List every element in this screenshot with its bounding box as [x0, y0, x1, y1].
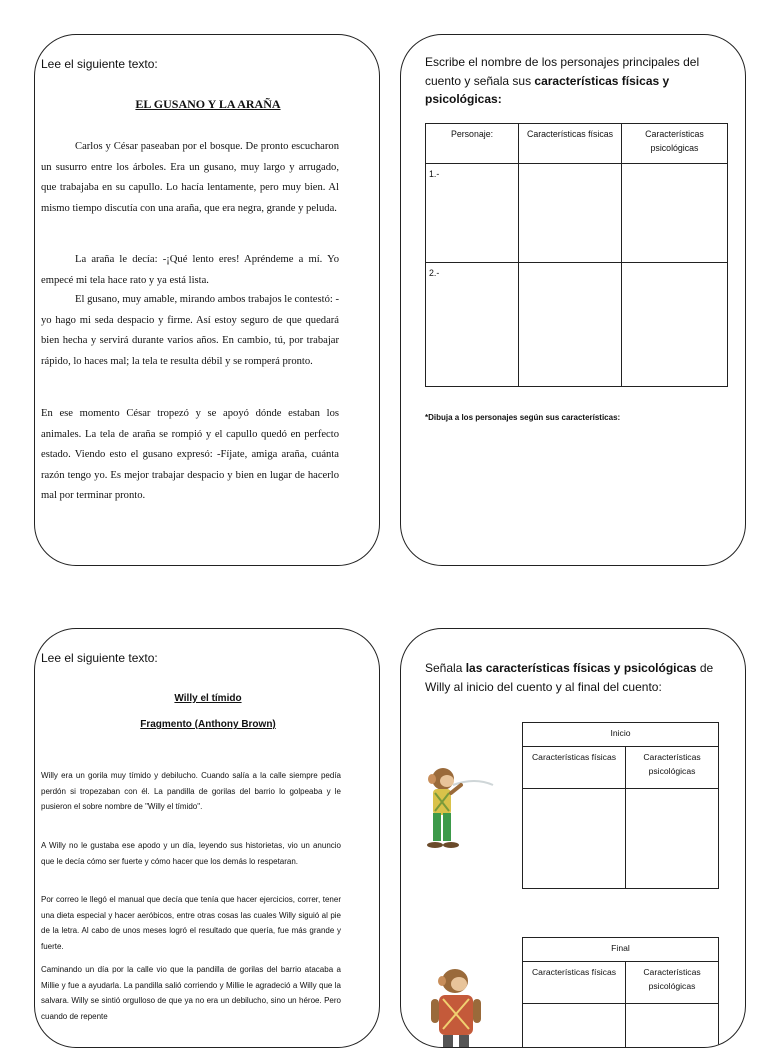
story-paragraph-1: Carlos y César paseaban por el bosque. De pronto escucharon un susurro entre los árboles. Era un gusano, muy largo y arrugado, que trabajaba en su capullo. Lo hacía lentamente, pero muy bien. Al mismo tiempo discutía con una araña, que era negra, grande y peluda.	[41, 137, 339, 219]
inicio-fisicas-cell[interactable]	[523, 789, 626, 889]
table-inicio-title: Inicio	[523, 723, 719, 747]
story-paragraph-2: A Willy no le gustaba ese apodo y un día, leyendo sus historietas, vio un anuncio que le decía cómo ser fuerte y cómo hacer que los demás lo respetaran.	[41, 838, 341, 869]
inicio-psicologicas-cell[interactable]	[626, 789, 719, 889]
row-2-fisicas[interactable]	[519, 263, 622, 387]
row-1-personaje[interactable]: 1.-	[426, 164, 519, 263]
final-fisicas-cell[interactable]	[523, 1004, 626, 1048]
story-subtitle: Fragmento (Anthony Brown)	[35, 719, 380, 730]
story-paragraph-2: La araña le decía: -¡Qué lento eres! Apréndeme a mí. Yo empecé mi tela hace rato y ya está lista.	[41, 250, 339, 291]
story-title: EL GUSANO Y LA ARAÑA	[35, 97, 380, 112]
instruction-text: Señala	[425, 661, 466, 675]
story-paragraph-3: El gusano, muy amable, mirando ambos trabajos le contestó: -yo hago mi seda despacio y firme. Así estoy seguro de que quedará bien hecha y servirá durante varios años. En cambio, tú, por trabajar rápido, lo haces mal; la tela te resulta débil y se romperá pronto.	[41, 290, 339, 372]
instruction-text: Escribe el nombre de los personajes principales del cuento y señala sus	[425, 55, 699, 88]
story-card-willy	[34, 628, 380, 1048]
row-1-psicologicas[interactable]	[622, 164, 728, 263]
read-instruction: Lee el siguiente texto:	[41, 57, 158, 71]
monkey-illustration-end	[417, 965, 501, 1048]
story-paragraph-1: Willy era un gorila muy tímido y debilucho. Cuando salía a la calle siempre pedía perdón si tropezaban con él. La pandilla de gorilas del barrio lo golpeaba y le pusieron el sobre nombre de "Willy el tímido".	[41, 768, 341, 815]
row-2-psicologicas[interactable]	[622, 263, 728, 387]
instruction-bold: características físicas y psicológicas:	[425, 74, 669, 107]
monkey-illustration-start	[413, 763, 499, 851]
header-personaje: Personaje:	[426, 124, 519, 164]
instruction-bold: las características físicas y psicológicas	[466, 661, 697, 675]
final-psicologicas-cell[interactable]	[626, 1004, 719, 1048]
worksheet-instruction	[425, 659, 725, 696]
row-1-fisicas[interactable]	[519, 164, 622, 263]
final-header-fisicas: Características físicas	[523, 962, 626, 1004]
table-final-title: Final	[523, 938, 719, 962]
header-fisicas: Características físicas	[519, 124, 622, 164]
final-header-psicologicas: Características psicológicas	[626, 962, 719, 1004]
story-paragraph-3: Por correo le llegó el manual que decía que tenía que hacer ejercicios, correr, tener una dieta especial y hacer aeróbicos, entre otras cosas las cuales Willy siguió al pie de la letra. Al cabo de unos meses logró el resultado que quería, fue más grande y fuerte.	[41, 892, 341, 954]
characters-worksheet-card	[400, 34, 746, 566]
read-instruction: Lee el siguiente texto:	[41, 651, 158, 665]
willy-worksheet-card	[400, 628, 746, 1048]
table-final	[522, 937, 719, 1048]
header-psicologicas: Características psicológicas	[622, 124, 728, 164]
inicio-header-psicologicas: Características psicológicas	[626, 747, 719, 789]
instruction-text-end: de Willy al inicio del cuento y al final del cuento:	[425, 661, 713, 694]
story-title: Willy el tímido	[35, 693, 380, 704]
table-inicio	[522, 722, 719, 889]
story-paragraph-4: En ese momento César tropezó y se apoyó dónde estaban los animales. La tela de araña se rompió y el capullo quedó en perfecto estado. Viendo esto el gusano expresó: -Fíjate, amiga araña, cuánta razón tengo yo. Es mejor trabajar despacio y bien en lugar de hacerlo mal por terminar pronto.	[41, 404, 339, 507]
story-paragraph-4: Caminando un día por la calle vio que la pandilla de gorilas del barrio atacaba a Millie y fue a ayudarla. La pandilla salió corriendo y Millie le agradeció a Willy que la salvara. Willy se sintió orgulloso de que ya no era un debilucho, sino un héroe. Pero cuando de repente	[41, 962, 341, 1024]
worksheet-instruction	[425, 53, 725, 109]
characters-table	[425, 123, 728, 387]
inicio-header-fisicas: Características físicas	[523, 747, 626, 789]
row-2-personaje[interactable]: 2.-	[426, 263, 519, 387]
story-card-gusano	[34, 34, 380, 566]
drawing-note: *Dibuja a los personajes según sus características:	[425, 413, 620, 422]
